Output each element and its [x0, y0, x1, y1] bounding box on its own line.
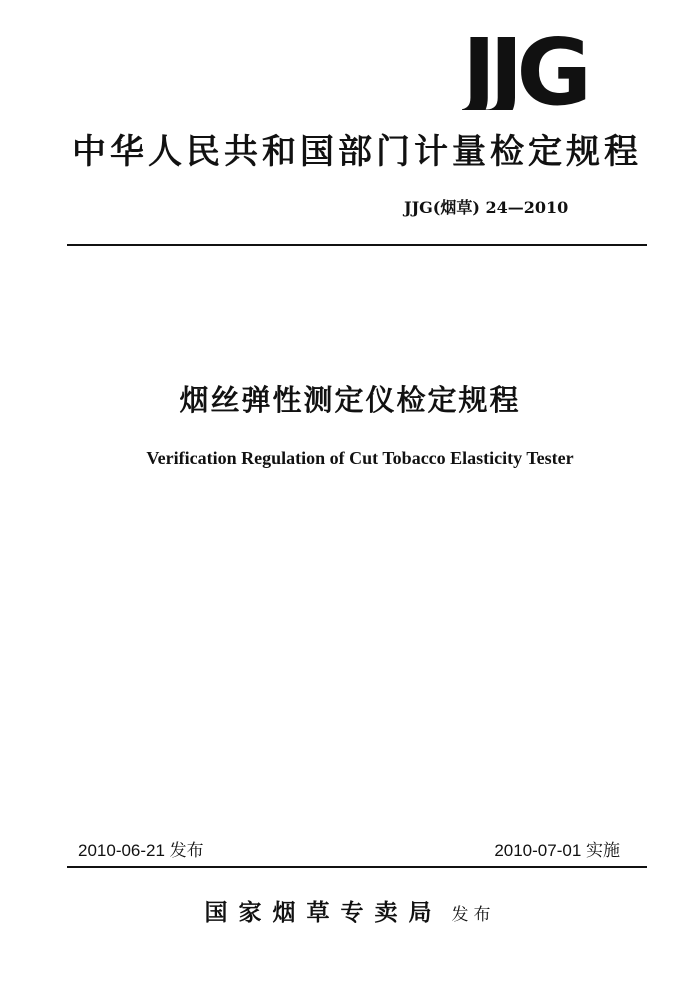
publisher-suffix: 发布	[451, 905, 496, 925]
publisher-line	[0, 898, 700, 930]
top-divider	[67, 244, 647, 246]
issue-date: 2010-06-21 发布	[78, 841, 204, 860]
document-title-english: Verification Regulation of Cut Tobacco Elasticity Tester	[146, 448, 574, 468]
document-title-chinese: 烟丝弹性测定仪检定规程	[179, 383, 521, 417]
regulation-series-title: 中华人民共和国部门计量检定规程	[72, 132, 642, 172]
jjg-logo-graphic	[462, 34, 640, 110]
implementation-date: 2010-07-01 实施	[494, 841, 620, 860]
jjg-logo-text: JJG	[462, 34, 585, 110]
bottom-divider	[67, 866, 647, 868]
regulation-code: JJG(烟草) 24—2010	[404, 198, 569, 217]
jjg-logo	[462, 34, 640, 110]
publisher-name: 国家烟草专卖局	[204, 899, 443, 926]
